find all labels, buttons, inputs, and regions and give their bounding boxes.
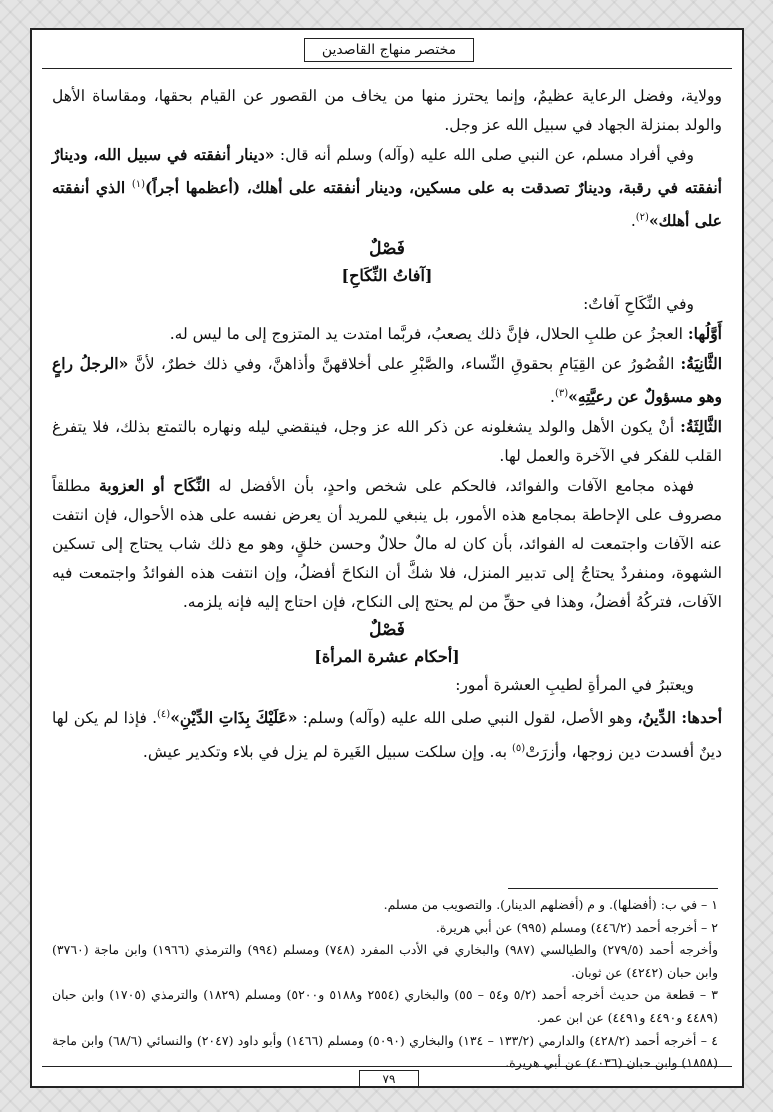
p2-hadith-end: الذي أنفقته على أهلك» <box>52 178 722 231</box>
footer-rule <box>42 1066 732 1067</box>
footnote-ref-4: (٤) <box>157 709 171 721</box>
running-header: مختصر منهاج القاصدين <box>304 38 474 62</box>
footnote-ref-2: (٢) <box>635 212 649 224</box>
p2-end: . <box>630 212 636 231</box>
footnote-1: ١ – في ب: (أفضلها). و م (أفضلهم الدينار). والتصويب من مسلم. <box>383 897 718 912</box>
section-1-title: فَصْلٌ <box>369 239 405 260</box>
footnote-4: ٤ – أخرجه أحمد (٤٢٨/٢) والدارمي (١٣٣/٢ – ١٣٤) والبخاري (٥٠٩٠) ومسلم (١٤٦٦) وأبو داود (٢٠٤٧) والنسائي (٦٨/٦) وابن ماجة (١٨٥٨) وابن حبان (٤٠٣٦) عن أبي هريرة. <box>52 1032 718 1071</box>
s1-second-item <box>52 349 722 412</box>
footnote-ref-1: (١) <box>131 179 145 190</box>
s2-first-label: أحدها: الدِّينُ، <box>637 708 722 728</box>
s1-second-label: الثَّانِيَةُ: <box>680 354 722 374</box>
header-rule <box>42 68 732 69</box>
s1-first-text: العجزُ عن طلبِ الحلال، فإنَّ ذلك يصعبُ، فربَّما امتدت يد المتزوج إلى ما ليس له. <box>169 325 688 344</box>
footnote-3: ٣ – قطعة من حديث أخرجه أحمد (٥/٢ و٥٤ – ٥٥) والبخاري (٢٥٥٤ و٥١٨٨ و٥٢٠٠) ومسلم (١٨٢٩) والترمذي (١٧٠٥) وابن حبان (٤٤٨٩ و٤٤٩٠ و٤٤٩١) عن ابن عمر. <box>52 987 718 1025</box>
s2-first-hadith: «عَلَيْكَ بِذَاتِ الدِّيْنِ» <box>170 708 298 728</box>
s1-second-end: . <box>550 388 555 407</box>
s1-summary-bold: النِّكَاح أو العزوبة <box>98 476 211 496</box>
s1-second-hadith: «الرجلُ راعٍ وهو مسؤولٌ عن رعيَّتِهِ» <box>52 354 722 407</box>
footnote-ref-5: (٥) <box>512 742 526 754</box>
section-1-subtitle: [آفاتُ النِّكَاحِ] <box>341 266 433 286</box>
footnotes <box>52 894 718 1075</box>
page <box>30 28 744 1088</box>
s1-first-item <box>52 319 722 349</box>
s1-third-item <box>52 412 722 471</box>
s2-first-text3: به. وإن سلكت سبيل الغَيرة لم يزل في بلاء وتكدير عيش. <box>142 742 513 761</box>
footnote-2: ٢ – أخرجه أحمد (٤٤٦/٢) ومسلم (٩٩٥) عن أبي هريرة. <box>435 919 718 935</box>
s1-first-label: أَوَّلُها: <box>687 324 722 344</box>
s2-first-item <box>52 700 722 766</box>
page-number: ٧٩ <box>359 1070 419 1088</box>
footnote-2-cont: وأخرجه أحمد (٢٧٩/٥) والطيالسي (٩٨٧) والبخاري في الأدب المفرد (٧٤٨) ومسلم (٩٩٤) والترمذي (١٩٦٦) وابن ماجة (٣٧٦٠) وابن حبان (٤٢٤٢) عن ثوبان. <box>52 942 718 980</box>
p2-intro: وفي أفراد مسلم، عن النبي صلى الله عليه (وآله) وسلم أنه قال: <box>274 146 695 164</box>
footnote-rule <box>508 888 718 889</box>
s1-second-text: القُصُورُ عن القِيَامِ بحقوقِ النِّساء، والصَّبْرِ على أخلاقهنَّ وأذاهنَّ، وفي ذلك خطرٌ، لأنَّ <box>128 355 681 374</box>
paragraph-2 <box>52 140 722 236</box>
s2-first-text2: . فإذا لم يكن لها دينٌ أفسدت دين زوجها، وأزرَتْ <box>52 709 722 761</box>
s2-intro: ويعتبرُ في المرأةِ لطيبِ العشرة أمور: <box>455 676 694 695</box>
paragraph-1: وولاية، وفضل الرعاية عظيمٌ، وإنما يحترز منها من يخاف من القصور عن القيام بحقها، ومقاساة الأهل والولد بمنزلة الجهاد في سبيل الله عز وجل. <box>52 87 722 134</box>
s1-intro: وفي النِّكَاحِ آفاتٌ: <box>583 295 694 314</box>
s1-summary <box>52 471 722 617</box>
s1-summary-a: فهذه مجامع الآفات والفوائد، فالحكم على شخص واحدٍ، بأن الأفضل له <box>210 477 695 496</box>
s2-first-text: وهو الأصل، لقول النبي صلى الله عليه (وآله) وسلم: <box>297 709 638 728</box>
footnote-ref-3: (٣) <box>554 388 569 400</box>
s1-third-text: أنْ يكون الأهل والولد يشغلونه عن ذكر الله عز وجل، فينقضي ليله ونهاره بالتمتع بذلك، فلا يتفرغ القلب للفكر في الآخرة والعمل لها. <box>52 418 722 466</box>
section-2-title: فَصْلٌ <box>369 620 405 641</box>
section-2-subtitle: [أحكام عشرة المرأة] <box>314 647 460 667</box>
s1-third-label: الثَّالِثَةُ: <box>680 417 722 437</box>
p2-hadith: «دينار أنفقته في سبيل الله، ودينارٌ أنفقته في رقبة، ودينارٌ تصدقت به على مسكين، ودينار أنفقته على أهلك، (أعظمها أجراً) <box>52 145 722 198</box>
main-text <box>52 82 722 767</box>
s1-summary-b: مطلقاً مصروف على الإحاطة بمجامع هذه الأمور، بل ينبغي للمريد أن يعرض نفسه على هذه الأحوال، فإن انتفت عنه الآفات واجتمعت له الفوائد، بأن كان له مالٌ حلالٌ وحسن خلقٍ، وهو مع ذلك شاب يحتاج إلى تسكين الشهوة، ومنفردٌ يحتاجُ إلى تدبير المنزل، فلا شكَّ أن النكاحَ أفضلُ، وإن انتفت هذه الفوائدُ واجتمعت فيه الآفات، فتركُهُ أفضلُ، وهذا في حقِّ من لم يحتج إلى النكاح، فإن احتاج إليه فإنه يلزمه. <box>52 477 722 612</box>
